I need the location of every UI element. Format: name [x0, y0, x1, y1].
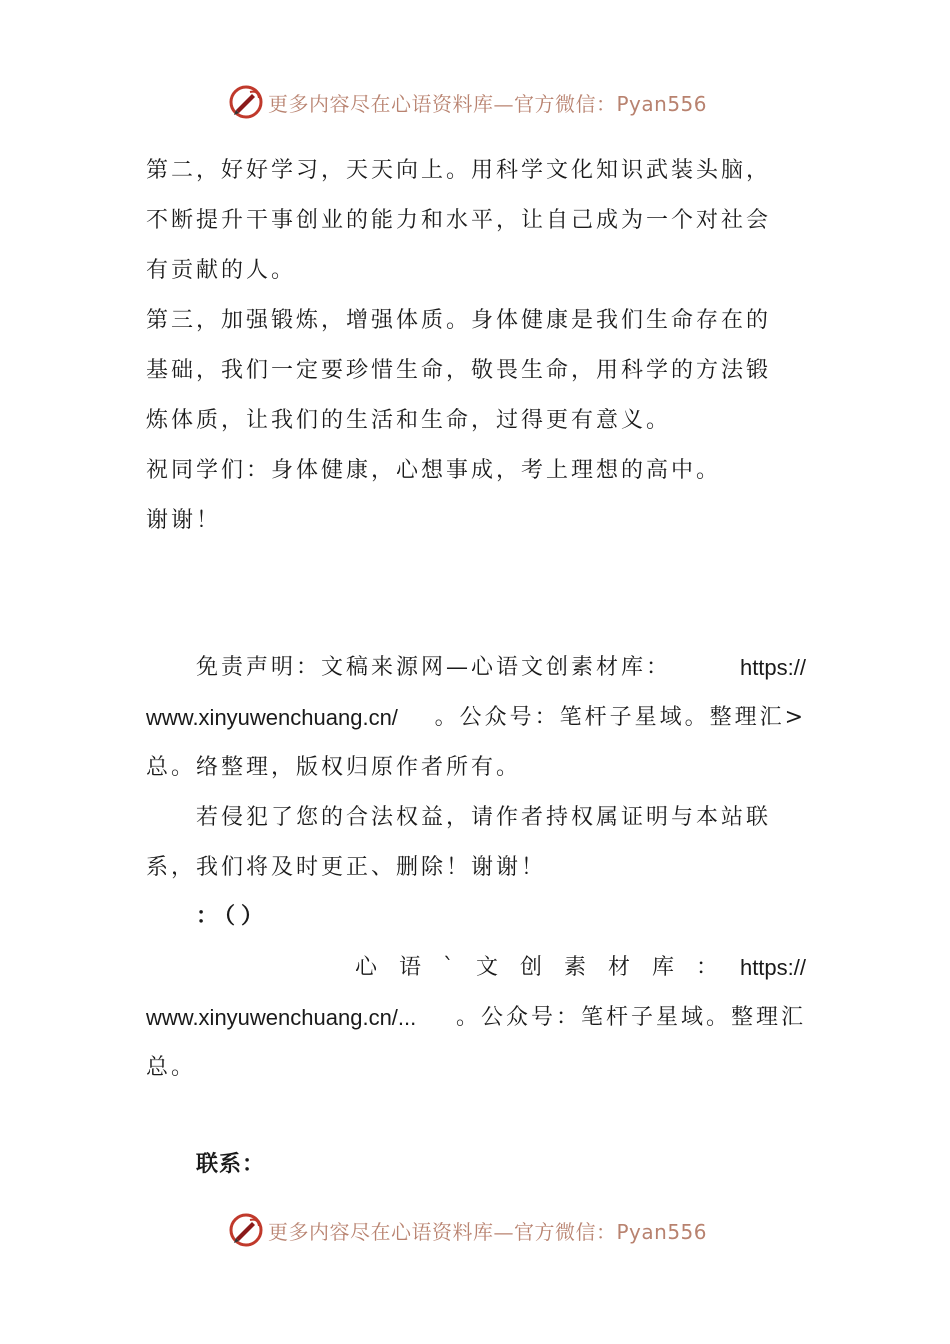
banner-wechat-label: 官方微信：	[514, 1219, 617, 1244]
text-line: 有贡献的人。	[146, 258, 297, 283]
pen-logo-icon	[228, 84, 264, 120]
body-paragraph-wish	[146, 446, 806, 546]
source-label: 心语`文创素材库：	[354, 955, 740, 980]
text-line: 基础，我们一定要珍惜生命，敬畏生命，用科学的方法锻	[146, 358, 772, 383]
disclaimer-url[interactable]: www.xinyuwenchuang.cn/	[146, 705, 398, 730]
disclaimer-text: 免责声明：文稿来源网—心语文创素材库：	[196, 655, 672, 680]
disclaimer	[146, 643, 806, 893]
text-line: 炼体质，让我们的生活和生命，过得更有意义。	[146, 408, 672, 433]
source-url[interactable]: https://	[739, 955, 806, 980]
banner-text: 更多内容尽在心语资料库—	[268, 91, 514, 116]
text-line: 祝同学们：身体健康，心想事成，考上理想的高中。	[146, 458, 722, 483]
footer-banner	[228, 1210, 707, 1250]
banner-wechat-id: Pyan556	[616, 91, 708, 116]
text-line: 第二，好好学习，天天向上。用科学文化知识武装头脑，	[146, 158, 772, 183]
disclaimer-text: 若侵犯了您的合法权益，请作者持权属证明与本站联	[196, 805, 772, 830]
banner-wechat-label: 官方微信：	[514, 91, 617, 116]
body-paragraph-third	[146, 296, 806, 446]
text-line: 第三，加强锻炼，增强体质。身体健康是我们生命存在的	[146, 308, 772, 333]
pen-logo-icon	[228, 1212, 264, 1248]
colon-paren-line: ：（）	[196, 904, 270, 929]
source-block	[146, 943, 806, 1093]
banner-text: 更多内容尽在心语资料库—	[268, 1219, 514, 1244]
contact-label: 联系：	[196, 1152, 266, 1177]
text-line: 谢谢！	[146, 508, 222, 533]
disclaimer-text: 。公众号：笔杆子星域。整理汇>	[434, 705, 806, 730]
text-line: 不断提升干事创业的能力和水平，让自己成为一个对社会	[146, 208, 772, 233]
source-url[interactable]: www.xinyuwenchuang.cn/...	[146, 1005, 417, 1030]
source-text: 。公众号：笔杆子星域。整理汇	[455, 1005, 806, 1030]
disclaimer-text: 总。络整理，版权归原作者所有。	[146, 755, 522, 780]
disclaimer-text: 系，我们将及时更正、删除！谢谢！	[146, 855, 547, 880]
header-banner	[228, 82, 707, 122]
source-text: 总。	[146, 1055, 197, 1080]
disclaimer-url[interactable]: https://	[739, 655, 806, 680]
body-paragraph-second	[146, 146, 806, 296]
banner-wechat-id: Pyan556	[616, 1219, 708, 1244]
